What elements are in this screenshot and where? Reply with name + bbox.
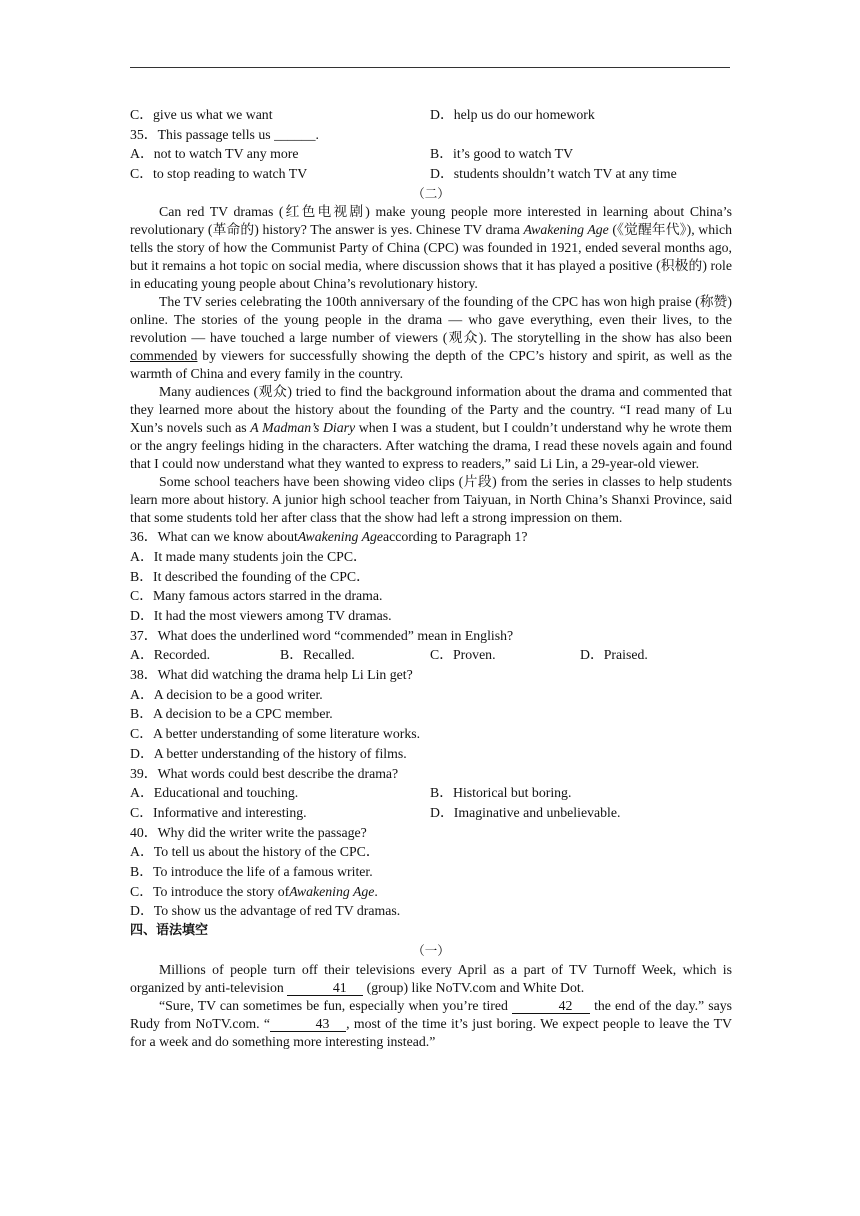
q38-option-a[interactable]: A．A decision to be a good writer.	[130, 686, 323, 702]
q38-stem: 38．What did watching the drama help Li Lin get?	[130, 667, 413, 683]
q39-option-d[interactable]: D．Imaginative and unbelievable.	[430, 804, 621, 820]
q37-option-a[interactable]: A．Recorded.	[130, 647, 211, 663]
blank-41[interactable]: 41	[287, 980, 363, 996]
q39-option-a[interactable]: A．Educational and touching.	[130, 785, 299, 801]
q39-stem: 39．What words could best describe the drama?	[130, 765, 399, 781]
q35-option-b[interactable]: B．it’s good to watch TV	[430, 146, 574, 162]
q34-option-d[interactable]: D．help us do our homework	[430, 106, 595, 122]
passage-2-paragraph-2: The TV series celebrating the 100th anniversary of the founding of the CPC has won high praise (称赞) online. The stories of the young people in the drama — who gave everything, even their lives, to the revolution — have touched a large number of viewers (观众). The storytelling in the show has also been commended by viewers for successfully showing the depth of the CPC’s history and spirit, as well as the warmth of China and every family in the country.	[130, 294, 732, 382]
section-4-heading: 四、语法填空	[130, 923, 209, 939]
q35-option-a[interactable]: A．not to watch TV any more	[130, 146, 299, 162]
header-rule	[130, 67, 730, 68]
q39-options-row-2	[130, 803, 732, 823]
q39-option-c[interactable]: C．Informative and interesting.	[130, 804, 307, 820]
drama-title: Awakening Age	[523, 222, 609, 238]
passage-2-marker: （二）	[412, 186, 450, 201]
passage-2-paragraph-3: Many audiences (观众) tried to find the background information about the drama and commented that they learned more about the history about the founding of the Party and the country. “I read many of Lu Xun’s novels such as A Madman’s Diary when I was a student, but I couldn’t understand why he wrote them or the angry feelings hiding in the characters. After watching the drama, I read these novels again and found that I could now understand what they wanted to express to readers,” said Li Lin, a 29-year-old viewer.	[130, 384, 732, 472]
q34-option-c[interactable]: C．give us what we want	[130, 106, 273, 122]
q36-option-b[interactable]: B．It described the founding of the CPC．	[130, 568, 370, 584]
q40-option-d[interactable]: D．To show us the advantage of red TV dramas.	[130, 903, 401, 919]
q36-option-c[interactable]: C．Many famous actors starred in the drama.	[130, 588, 383, 604]
q37-options-row	[130, 646, 732, 666]
novel-title: A Madman’s Diary	[250, 420, 356, 436]
q35-stem: 35．This passage tells us ______.	[130, 126, 319, 142]
underlined-word: commended	[130, 348, 198, 364]
section-4-paragraph-2: “Sure, TV can sometimes be fun, especially when you’re tired 42 the end of the day.” says Rudy from NoTV.com. “ 43 , most of the time it’s just boring. We expect people to leave the TV for a week and do something more interesting instead.”	[130, 997, 732, 1049]
q37-option-d[interactable]: D．Praised.	[580, 647, 648, 663]
section-4-marker: （一）	[412, 943, 450, 958]
q38-option-b[interactable]: B．A decision to be a CPC member.	[130, 706, 333, 722]
q40-option-c[interactable]: C．To introduce the story of Awakening Age .	[130, 883, 378, 899]
q34-options-row	[130, 105, 732, 125]
section-4-paragraph-1: Millions of people turn off their televisions every April as a part of TV Turnoff Week, which is organized by anti-television 41 (group) like NoTV.com and White Dot.	[130, 961, 732, 995]
q40-option-a[interactable]: A．To tell us about the history of the CPC．	[130, 844, 380, 860]
q35-options-row-2	[130, 164, 732, 184]
blank-43[interactable]: 43	[270, 1016, 346, 1032]
q40-stem: 40．Why did the writer write the passage?	[130, 824, 367, 840]
q39-option-b[interactable]: B．Historical but boring.	[430, 785, 572, 801]
passage-2-paragraph-4: Some school teachers have been showing video clips (片段) from the series in classes to help students learn more about history. A junior high school teacher from Taiyuan, in North China’s Shanxi Province, said that some students told her after class that the show had left a strong impression on them.	[130, 474, 732, 526]
q36-option-d[interactable]: D．It had the most viewers among TV dramas.	[130, 608, 392, 624]
q38-option-c[interactable]: C．A better understanding of some literature works.	[130, 726, 421, 742]
q37-option-b[interactable]: B．Recalled.	[280, 647, 355, 663]
passage-2-paragraph-1: Can red TV dramas (红色电视剧) make young people more interested in learning about China’s revolutionary (革命的) history? The answer is yes. Chinese TV drama Awakening Age (《觉醒年代》), which tells the story of how the Communist Party of China (CPC) was founded in 1921, ended several months ago, but it remains a hot topic on social media, where discussion shows that it has played a positive (积极的) role in educating young people about China’s revolutionary history.	[130, 204, 732, 292]
q35-option-c[interactable]: C．to stop reading to watch TV	[130, 165, 308, 181]
exam-page	[130, 105, 732, 1051]
q36-option-a[interactable]: A．It made many students join the CPC．	[130, 548, 367, 564]
q38-option-d[interactable]: D．A better understanding of the history of films.	[130, 745, 407, 761]
blank-42[interactable]: 42	[512, 998, 590, 1014]
q35-option-d[interactable]: D．students shouldn’t watch TV at any time	[430, 165, 677, 181]
q35-options-row-1	[130, 144, 732, 164]
q36-stem: 36．What can we know about Awakening Age according to Paragraph 1?	[130, 529, 528, 545]
q37-option-c[interactable]: C．Proven.	[430, 647, 496, 663]
q39-options-row-1	[130, 783, 732, 803]
q40-option-b[interactable]: B．To introduce the life of a famous writer.	[130, 863, 373, 879]
q37-stem: 37．What does the underlined word “commended” mean in English?	[130, 627, 514, 643]
